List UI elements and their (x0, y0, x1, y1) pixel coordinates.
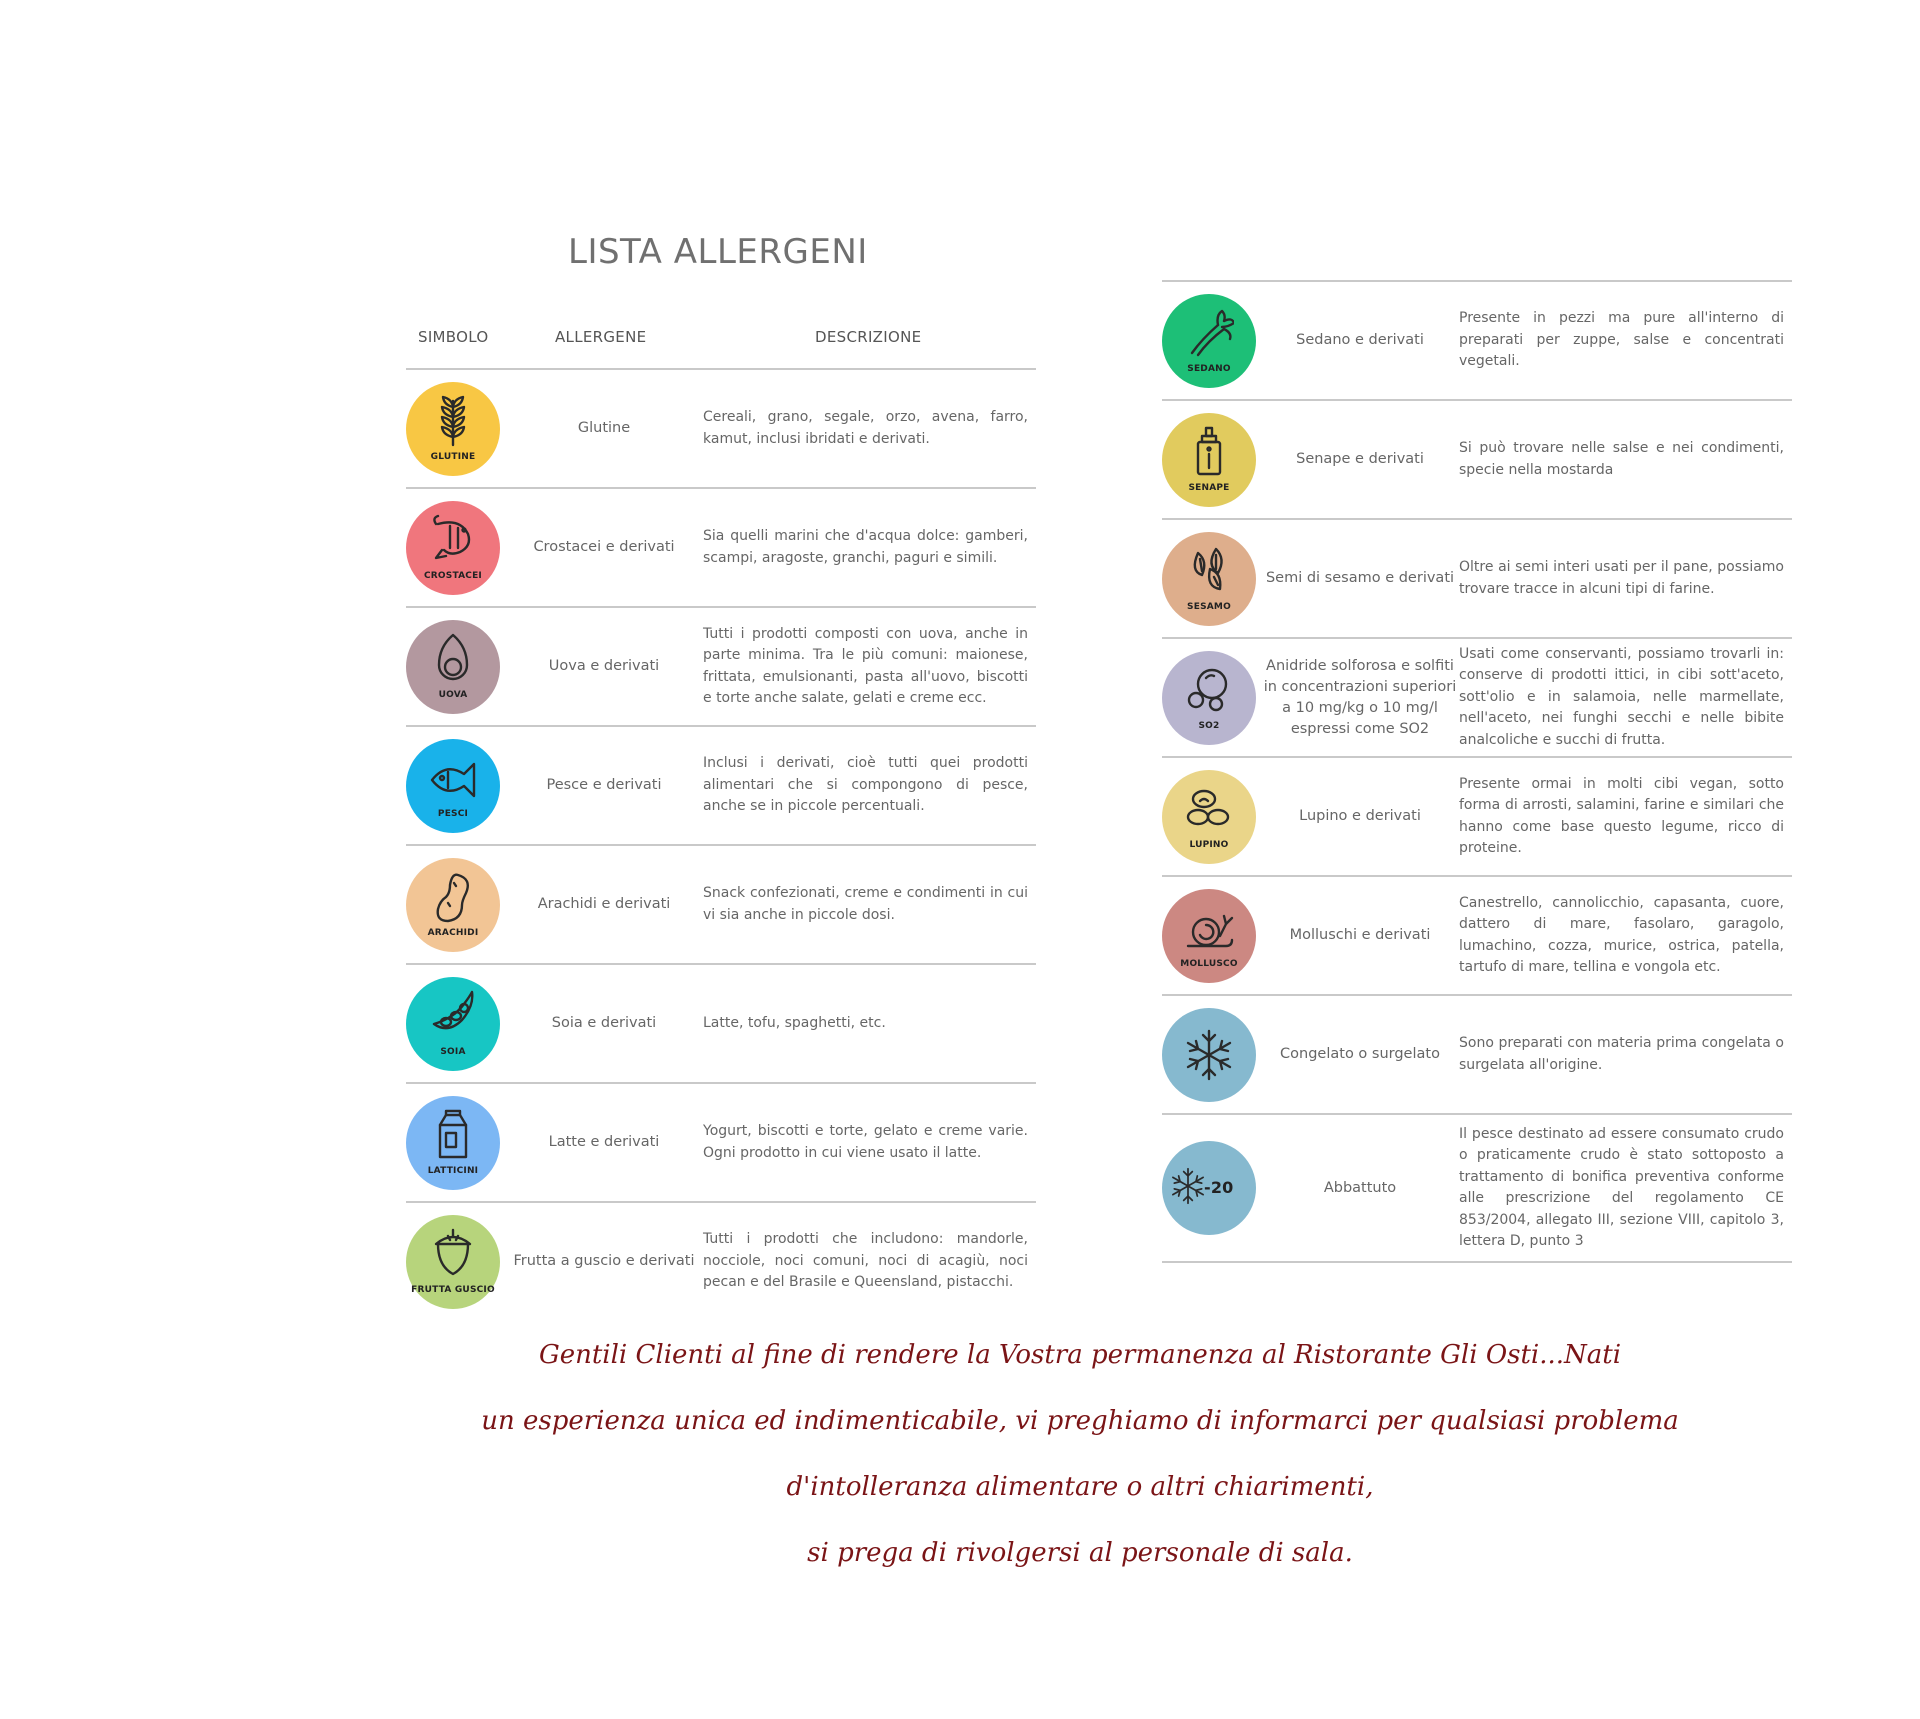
allergen-name: Uova e derivati (548, 658, 660, 674)
allergen-name: Latte e derivati (548, 1134, 660, 1150)
table-row (1162, 1115, 1792, 1263)
description-text: Cereali, grano, segale, orzo, avena, farro, kamut, inclusi ibridati e derivati. (703, 409, 1028, 447)
allergen-description (1459, 282, 1784, 399)
allergen-badge (1162, 294, 1256, 388)
allergen-name: Congelato o surgelato (1280, 1046, 1440, 1062)
description-text: Sia quelli marini che d'acqua dolce: gamberi, scampi, aragoste, granchi, paguri e simili. (703, 528, 1028, 566)
description-text: Presente ormai in molti cibi vegan, sotto forma di arrosti, salamini, farine e similari che hanno come base questo legume, ricco di proteine. (1459, 775, 1784, 856)
table-row (406, 489, 1036, 608)
notice-line: un esperienza unica ed indimenticabile, vi preghiamo di informarci per qualsiasi problema (481, 1406, 1679, 1436)
notice-line: d'intolleranza alimentare o altri chiarimenti, (786, 1472, 1374, 1502)
egg-icon (428, 630, 478, 688)
badge-label: SOIA (440, 1046, 466, 1057)
mustard-bottle-icon (1184, 423, 1234, 481)
notice-line: si prega di rivolgersi al personale di sala. (807, 1538, 1353, 1568)
badge-label: -20 (1204, 1178, 1234, 1197)
snowflake-icon (1184, 1026, 1234, 1084)
table-row (406, 965, 1036, 1084)
allergen-description (1459, 1115, 1784, 1261)
allergen-badge (406, 739, 500, 833)
table-row (1162, 401, 1792, 520)
allergen-name: Molluschi e derivati (1289, 927, 1431, 943)
allergen-badge (1162, 770, 1256, 864)
table-row (1162, 282, 1792, 401)
allergen-badge (406, 620, 500, 714)
allergen-description (703, 965, 1028, 1082)
acorn-icon (428, 1225, 478, 1283)
table-row (1162, 520, 1792, 639)
table-row (1162, 877, 1792, 996)
badge-label: LATTICINI (427, 1165, 479, 1176)
celery-icon (1184, 304, 1234, 362)
allergen-description (703, 727, 1028, 844)
table-row (406, 727, 1036, 846)
description-text: Yogurt, biscotti e torte, gelato e creme varie. Ogni prodotto in cui viene usato il latte. (703, 1123, 1028, 1161)
shrimp-icon (428, 511, 478, 569)
badge-label: SEDANO (1187, 363, 1231, 374)
header-description: DESCRIZIONE (815, 328, 922, 346)
allergen-name: Crostacei e derivati (533, 539, 675, 555)
allergen-name: Soia e derivati (551, 1015, 657, 1031)
description-text: Canestrello, cannolicchio, capasanta, cuore, dattero di mare, fasolaro, garagolo, lumachino, cozza, murice, ostrica, patella, tartufo di mare, tellina e vongola etc. (1459, 894, 1784, 975)
allergen-badge (406, 1096, 500, 1190)
description-text: Oltre ai semi interi usati per il pane, possiamo trovare tracce in alcuni tipi di farine. (1459, 559, 1784, 597)
allergen-badge (406, 382, 500, 476)
table-row (1162, 758, 1792, 877)
sesame-icon (1184, 542, 1234, 600)
allergen-badge (406, 977, 500, 1071)
allergen-name: Pesce e derivati (546, 777, 662, 793)
snail-icon (1184, 899, 1234, 957)
header-allergen: ALLERGENE (555, 328, 647, 346)
notice-line: Gentili Clienti al fine di rendere la Vostra permanenza al Ristorante Gli Osti...Nati (538, 1340, 1622, 1370)
allergen-description (1459, 877, 1784, 994)
badge-label: LUPINO (1189, 839, 1229, 850)
description-text: Latte, tofu, spaghetti, etc. (703, 1014, 886, 1031)
table-row (406, 1084, 1036, 1203)
allergen-description (1459, 758, 1784, 875)
peanut-icon (428, 868, 478, 926)
table-row (406, 1203, 1036, 1320)
allergen-badge (1162, 532, 1256, 626)
allergen-description (703, 846, 1028, 963)
badge-label: ARACHIDI (427, 927, 479, 938)
badge-label: UOVA (438, 689, 468, 700)
allergen-badge (1162, 413, 1256, 507)
allergen-name: Arachidi e derivati (537, 896, 671, 912)
allergen-name: Frutta a guscio e derivati (513, 1253, 695, 1269)
allergen-name: Abbattuto (1323, 1179, 1397, 1196)
allergen-badge (1162, 889, 1256, 983)
bubbles-icon (1184, 661, 1234, 719)
allergen-badge (406, 858, 500, 952)
description-text: Sono preparati con materia prima congelata o surgelata all'origine. (1459, 1035, 1784, 1073)
table-row (1162, 639, 1792, 758)
allergen-badge (1162, 1141, 1256, 1235)
allergen-name: Lupino e derivati (1299, 808, 1421, 824)
milk-carton-icon (428, 1106, 478, 1164)
snowflake-minus-20-icon (1170, 1165, 1206, 1207)
allergen-table-left (406, 368, 1036, 1320)
allergen-description (703, 370, 1028, 487)
allergen-description (1459, 639, 1784, 756)
page-title: LISTA ALLERGENI (568, 232, 868, 272)
lupin-icon (1184, 780, 1234, 838)
description-text: Tutti i prodotti che includono: mandorle, nocciole, noci comuni, noci di acagiù, noci pecan e del Brasile e Queensland, pistacchi. (703, 1231, 1028, 1291)
allergen-description (703, 608, 1028, 725)
badge-label: CROSTACEI (424, 570, 482, 581)
header-symbol: SIMBOLO (418, 328, 489, 346)
badge-label: GLUTINE (430, 451, 476, 462)
fish-icon (428, 749, 478, 807)
badge-label: FRUTTA GUSCIO (411, 1284, 495, 1295)
table-row (406, 846, 1036, 965)
allergen-description (703, 1084, 1028, 1201)
allergen-description (703, 1203, 1028, 1320)
table-row (406, 608, 1036, 727)
description-text: Snack confezionati, creme e condimenti in cui vi sia anche in piccole dosi. (703, 885, 1028, 923)
description-text: Presente in pezzi ma pure all'interno di preparati per zuppe, salse e concentrati vegetali. (1459, 310, 1784, 370)
allergen-description (1459, 996, 1784, 1113)
allergen-description (1459, 401, 1784, 518)
badge-label: SO2 (1198, 720, 1220, 731)
allergen-badge (406, 1215, 500, 1309)
allergen-name: Glutine (577, 420, 631, 436)
customer-notice (440, 1322, 1720, 1586)
allergen-name: Semi di sesamo e derivati (1265, 570, 1455, 586)
allergen-description (1459, 520, 1784, 637)
allergen-table-right (1162, 280, 1792, 1263)
badge-label: PESCI (437, 808, 469, 819)
description-text: Il pesce destinato ad essere consumato crudo o praticamente crudo è stato sottoposto a trattamento di bonifica preventiva conforme alle prescrizione del regolamento CE 853/2004, allegato III, sezione VIII, capitolo 3, lettera D, punto 3 (1459, 1125, 1784, 1249)
badge-label: SESAMO (1187, 601, 1231, 612)
allergen-badge (1162, 1008, 1256, 1102)
description-text: Si può trovare nelle salse e nei condimenti, specie nella mostarda (1459, 440, 1784, 478)
badge-label: MOLLUSCO (1180, 958, 1238, 969)
description-text: Usati come conservanti, possiamo trovarli in: conserve di prodotti ittici, in cibi sott'aceto, sott'olio e in salamoia, nelle marmellate, nell'aceto, nei funghi secchi e nelle bibite analcoliche e succhi di frutta. (1459, 645, 1784, 748)
table-row (406, 370, 1036, 489)
allergen-name: Sedano e derivati (1296, 332, 1424, 348)
allergen-name: Anidride solforosa e solfiti in concentrazioni superiori a 10 mg/kg o 10 mg/l espressi come SO2 (1263, 657, 1457, 737)
badge-label: SENAPE (1188, 482, 1230, 493)
allergen-badge (1162, 651, 1256, 745)
description-text: Tutti i prodotti composti con uova, anche in parte minima. Tra le più comuni: maionese, frittata, emulsionanti, pasta all'uovo, biscotti e torte anche salate, gelati e creme ecc. (703, 625, 1028, 706)
wheat-icon (428, 392, 478, 450)
allergen-description (703, 489, 1028, 606)
table-row (1162, 996, 1792, 1115)
description-text: Inclusi i derivati, cioè tutti quei prodotti alimentari che si compongono di pesce, anche se in piccole percentuali. (703, 755, 1028, 815)
soy-pod-icon (428, 987, 478, 1045)
allergen-badge (406, 501, 500, 595)
allergen-name: Senape e derivati (1296, 451, 1424, 467)
